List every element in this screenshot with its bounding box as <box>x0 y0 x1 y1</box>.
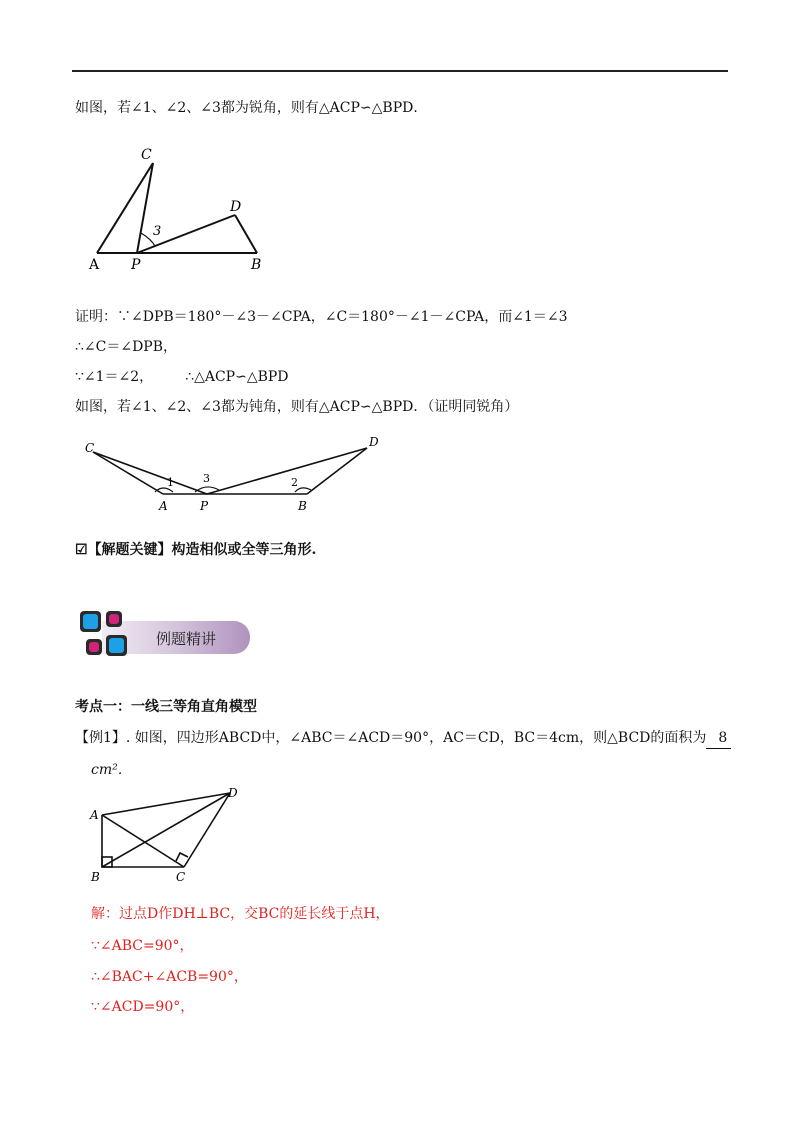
proof-line-2: ∴∠C＝∠DPB， <box>75 339 178 355</box>
solution-line-4: ∵∠ACD=90°， <box>91 999 195 1015</box>
example-1-unit: cm²． <box>91 762 132 778</box>
figure-acute-angles <box>85 145 285 275</box>
fig1-label-c: C <box>141 147 152 163</box>
example-1-answer: 8 <box>706 728 731 749</box>
fig1-angle-3: 3 <box>153 224 162 239</box>
banner-icon-magenta-square-2 <box>89 642 99 652</box>
solution-line-1: 解：过点D作DH⊥BC，交BC的延长线于点H， <box>91 906 390 922</box>
banner-icon-blue-square-2 <box>109 638 124 653</box>
figure-obtuse-angles <box>85 435 395 518</box>
fig2-label-c: C <box>85 441 95 455</box>
proof-line-1: 证明：∵∠DPB＝180°－∠3－∠CPA，∠C＝180°－∠1－∠CPA，而∠1＝∠3 <box>75 309 568 325</box>
header-rule <box>72 70 728 72</box>
solution-line-3: ∴∠BAC+∠ACB=90°， <box>91 969 248 985</box>
fig2-label-d: D <box>369 435 379 449</box>
fig2-angle-3: 3 <box>203 472 210 485</box>
figure-quadrilateral <box>88 785 258 885</box>
kaodian-heading: 考点一：一线三等角直角模型 <box>75 699 257 715</box>
text-obtuse-case: 如图，若∠1、∠2、∠3都为钝角，则有△ACP∽△BPD．（证明同锐角） <box>75 399 519 415</box>
key-point-text: 【解题关键】构造相似或全等三角形. <box>87 542 317 558</box>
fig3-label-c: C <box>176 870 186 884</box>
proof-line-3-premise: ∵∠1＝∠2， <box>75 369 154 385</box>
example-1-text: 【例1】. 如图，四边形ABCD中，∠ABC＝∠ACD＝90°，AC＝CD，BC＝4cm，则△BCD的面积为 <box>75 730 707 746</box>
fig3-label-a: A <box>90 808 99 822</box>
text-acute-case: 如图，若∠1、∠2、∠3都为锐角，则有△ACP∽△BPD． <box>75 100 428 116</box>
fig1-label-d: D <box>230 199 242 215</box>
fig2-angle-1: 1 <box>167 476 174 489</box>
fig1-label-b: B <box>251 257 262 273</box>
solution-line-2: ∵∠ABC=90°， <box>91 938 194 954</box>
fig2-label-b: B <box>298 499 307 513</box>
fig2-label-a: A <box>159 499 168 513</box>
fig3-label-b: B <box>91 870 100 884</box>
section-banner <box>78 607 250 667</box>
example-1-question <box>75 728 731 749</box>
checkbox-icon: ☑ <box>75 542 88 558</box>
proof-line-3-conclusion: ∴△ACP∽△BPD <box>185 369 289 385</box>
key-point <box>75 540 316 560</box>
banner-icon-blue-square <box>83 614 98 629</box>
banner-title: 例题精讲 <box>156 630 217 648</box>
fig2-angle-2: 2 <box>291 476 298 489</box>
banner-icon-magenta-square <box>109 614 119 624</box>
fig1-label-p: P <box>131 257 141 273</box>
fig2-label-p: P <box>200 499 209 513</box>
fig3-label-d: D <box>228 786 238 800</box>
fig1-label-a: A <box>89 257 100 273</box>
proof-line-3 <box>75 367 289 387</box>
